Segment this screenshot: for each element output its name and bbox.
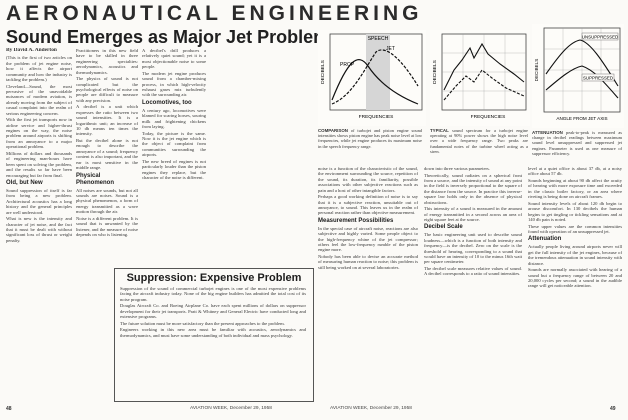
caption-text: peak-to-peak is measured as change in decibel readings between maximum sound level unsuppressed and suppressed jet engines. Parameter is used as one measure of suppressor efficiency. — [532, 130, 622, 156]
jet-label: JET — [386, 46, 395, 52]
page-number-left: 48 — [6, 406, 12, 412]
subhead-locomotives: Locomotives, too — [142, 99, 192, 106]
paragraph: Noise is a different problem. It is sound that is unwanted by the listener, and the measure of noise depends on who is listening. — [76, 215, 138, 237]
caption-lead: TYPICAL — [430, 128, 449, 133]
paragraph: level at a quiet office is about 37 db, at a noisy office about 57 db. — [528, 166, 622, 177]
masthead: AERONAUTICAL ENGINEERING — [6, 2, 423, 25]
unsuppressed-label: UNSUPPRESSED — [581, 34, 619, 40]
caption-lead: COMPARISON — [318, 128, 348, 133]
paragraph: (This is the first of two articles on the problem of jet engine noise, how it affects the airport community and how the industry is tackling the problem.) — [6, 55, 72, 83]
chart3-xlabel: ANGLE FROM JET AXIS — [556, 116, 608, 121]
subhead-attenuation: Attenuation — [528, 236, 562, 243]
byline: By David A. Anderton — [6, 48, 57, 53]
paragraph: The future solution must be more satisfactory than the present approaches to the problem. — [120, 320, 285, 326]
speech-label: SPEECH — [367, 36, 389, 42]
paragraph: Suppression of the sound of commercial turbojet engines is one of the most expensive problems facing the aircraft industry today. None of the big engine builders has admitted the total cost of its noise program. — [120, 286, 306, 302]
chart1-caption — [318, 128, 422, 149]
paragraph: Today, the picture is the same. Now it is the jet engine which is the object of complaint from communities surrounding the airports. — [142, 130, 206, 158]
paragraph: Practitioners in this new field have to be skilled in three engineering specialties: aerodynamics, acoustics and thermodynamics. — [76, 48, 138, 75]
paragraph: The basic engineering unit used to describe sound loudness—which is a function of both intensity and frequency—is the decibel. Zero on the scale is the threshold of hearing, corresponding to a sound that would have an intensity of 10 to the minus 16th watt per square centimeter. — [424, 232, 522, 265]
paragraph: The modern jet engine produces sound from a chamber-mixing process, in which high-velocity exhaust gases mix turbulently with the surrounding air. — [142, 70, 206, 98]
sidebar-title: Suppression: Expensive Problem — [126, 272, 302, 284]
caption-text: of turbojet and piston engine sound intensities shows piston engine has peak noise level at low frequencies, while jet engine produces its maximum noise in the speech frequency range. — [318, 128, 422, 149]
issue-line-left: AVIATION WEEK, December 29, 1958 — [190, 406, 272, 411]
column-6 — [528, 166, 622, 402]
paragraph: noise is a function of the characteristic of the sound, the environment surrounding the source, repetition of the sound, its duration, its familiarity, possible associations with other subjective reactions such as pain and a host of other intangible factors. — [318, 166, 418, 193]
caption-text: sound spectrum for a turbojet engine operating at 90% power shows the high noise level over a wide frequency range. Two peaks are fundamental notes of the turbine wheel acting as a siren. — [430, 128, 528, 154]
chart-spectrum — [430, 30, 530, 126]
prop-label: PROP — [340, 62, 355, 68]
headline: Sound Emerges as Major Jet Problem — [6, 27, 330, 47]
paragraph: The decibel scale measures relative values of sound. A decibel corresponds to a ratio of sound intensities. — [424, 266, 522, 277]
paragraph: In the special case of aircraft noise, reactions are also subjective and highly varied. Some people object to the high-frequency whine of the jet compressor; others feel the low-frequency rumble of the piston engine more. — [318, 225, 418, 253]
sidebar-body — [115, 286, 311, 396]
paragraph: Douglas Aircraft Co. and Boeing Airplane Co. have each spent millions of dollars on suppressor development for their jet transports. Pratt & Whitney and General Electric have conducted long and extensive programs. — [120, 303, 306, 320]
column-4 — [318, 166, 418, 402]
suppressed-label: SUPPRESSED — [582, 75, 614, 81]
paragraph: A decibel is a unit which expresses the ratio between two sound intensities. It is a logarithmic unit; an increase of 10 db means ten times the intensity. — [76, 104, 138, 137]
paragraph: Engineers working in this new area must be familiar with acoustics, aerodynamics and thermodynamics, and must have some understanding of both individual and mass psychology. — [120, 327, 306, 338]
chart2-caption — [430, 128, 528, 154]
paragraph: Sounds are normally associated with hearing of a sound but a frequency range of between 20 and 20,000 cycles per second; a sound in the audible range will get noticeable attention. — [528, 267, 622, 289]
suppression-sidebar — [114, 268, 314, 402]
subhead-old-but-new: Old, but New — [6, 179, 43, 186]
subhead-decibel-scale: Decibel Scale — [424, 224, 463, 231]
subhead-measurement: Measurement Possibilities — [318, 217, 394, 224]
paragraph: These upper values are the common intensities found with operation of an unsuppressed jet. — [528, 223, 622, 235]
paragraph: Sound intensity levels of about 120 db begin to arouse discomfort. In 130 decibels the human begins to get tingling or tickling sensations and at 140 db pain is noted. — [528, 200, 622, 223]
chart-comparison — [318, 30, 426, 126]
paragraph: The physics of sound is not complicated but the psychological effects of noise on people are difficult to measure with any precision. — [76, 76, 138, 103]
subhead-physical-phenomenon: Physical Phenomenon — [76, 172, 115, 186]
issue-line-right: AVIATION WEEK, December 29, 1958 — [330, 406, 412, 411]
paragraph: With the first jet transports now in airline service and higher-thrust engines on the way, the noise problem around airports is shifting from an annoyance to a major operational problem. — [6, 117, 72, 150]
page-number-right: 49 — [610, 406, 616, 412]
caption-lead: ATTENUATION — [532, 130, 563, 135]
paragraph: Theoretically, sound radiates on a spherical front from a source, and the intensity of sound at any point in the field is inversely proportional to the square of the distance from the source. In practice this inverse-square law holds only in the absence of physical obstructions. — [424, 172, 522, 205]
paragraph: Perhaps a good working definition of noise is to say that it is a subjective reaction, unsuitable out of annoyance, to sound. This leaves us in the realm of personal reaction rather than objective measurement. — [318, 194, 418, 216]
chart2-xlabel: FREQUENCIES — [470, 115, 506, 120]
column-1 — [6, 48, 72, 402]
column-3 — [142, 48, 206, 266]
paragraph: Cleveland—Sound, the most pervasive of the unavoidable nuisances of modern aviation, is already moving from the subject of casual complaint into the realm of serious engineering concern. — [6, 83, 72, 116]
chart3-ylabel: DECIBELS — [534, 58, 539, 82]
paragraph: This intensity of a sound is measured in the amount of energy transmitted in a second across an area of eight square feet at the source. — [424, 206, 522, 223]
paragraph: Sound suppression of itself is far from being a new problem. Architectural acoustics has a long history and the general principles are well understood. — [6, 187, 72, 215]
paragraph: What is new is the intensity and character of jet noise, and the fact that it must be dealt with without significant loss of thrust or weight penalty. — [6, 216, 72, 243]
chart1-ylabel: DECIBELS — [321, 60, 326, 84]
paragraph: Millions of dollars and thousands of engineering man-hours have been spent on solving the problem, and the results so far have been encouraging but far from final. — [6, 150, 72, 178]
paragraph: Nobody has been able to devise an accurate method of measuring human reaction to noise; this problem is still being worked on at several laboratories. — [318, 254, 418, 270]
column-5 — [424, 166, 522, 402]
chart1-xlabel: FREQUENCIES — [358, 115, 394, 120]
paragraph: down into three various parameters. — [424, 166, 490, 171]
chart3-caption — [532, 130, 622, 156]
chart2-ylabel: DECIBELS — [433, 60, 438, 84]
paragraph: Sounds beginning at about 90 db affect the acuity of hearing with more exposure time and exceeded in the classic boiler factory, or an area where riveting is being done on aircraft frames. — [528, 178, 622, 200]
paragraph: But the decibel alone is not enough to describe the annoyance of a sound; frequency content is also important, and the ear is most sensitive in the middle range. — [76, 138, 138, 171]
column-2 — [76, 48, 138, 266]
paragraph: All noises are sounds, but not all sounds are noises. Sound is a physical phenomenon, a form of energy transmitted as a wave motion through the air. — [76, 187, 138, 215]
paragraph: A century ago, locomotives were blamed for scaring horses, souring milk and frightening chickens from laying. — [142, 107, 206, 130]
paragraph: A decibel's drill produces a relatively quiet sound; yet it is a most objectionable noise to some people. — [142, 48, 206, 70]
chart-attenuation — [532, 24, 624, 128]
paragraph: The new breed of engines is not particularly louder than the piston engines they replace, but the character of the noise is different. — [142, 158, 206, 181]
paragraph: Actually people living around airports never will get the full intensity of the jet engines, because of the tremendous attenuation in sound intensity with distance. — [528, 244, 622, 266]
